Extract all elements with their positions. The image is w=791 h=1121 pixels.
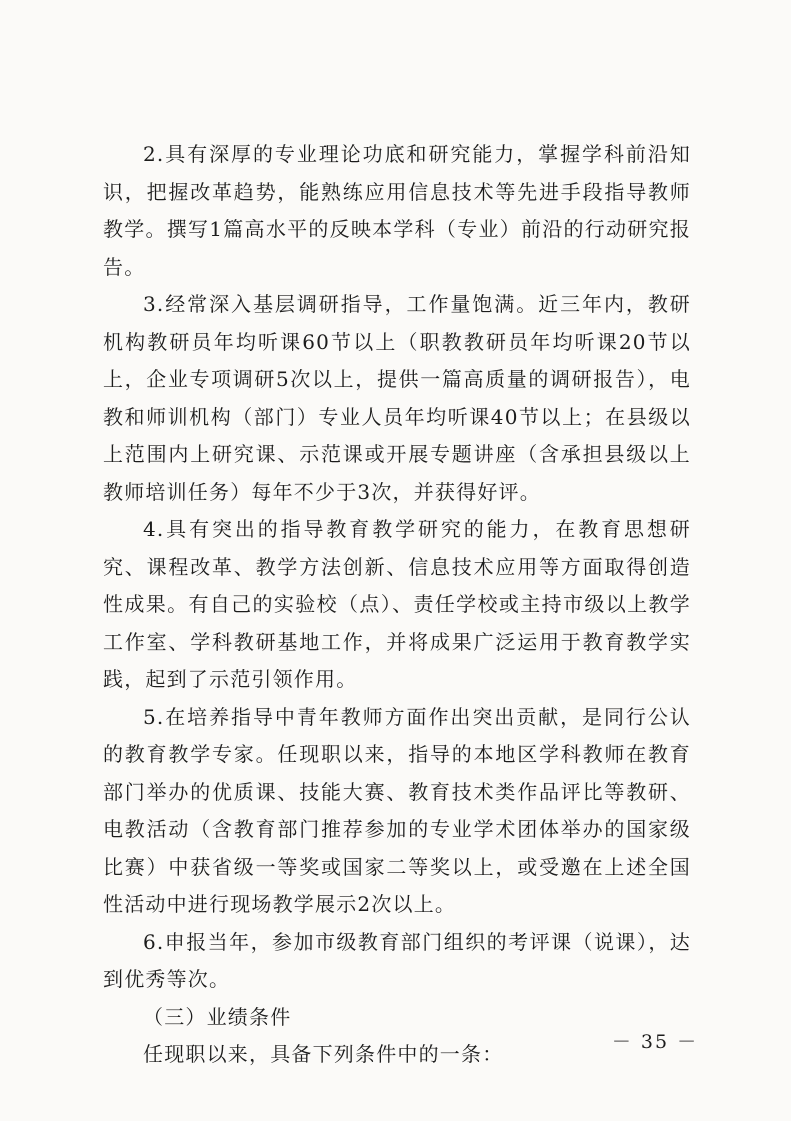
- page-number: － 35 －: [611, 1031, 699, 1053]
- closing-line: 任现职以来，具备下列条件中的一条：: [143, 1042, 504, 1066]
- paragraph-item-6: 6.申报当年，参加市级教育部门组织的考评课（说课），达到优秀等次。: [103, 929, 691, 991]
- paragraph-item-2: 2.具有深厚的专业理论功底和研究能力，掌握学科前沿知识，把握改革趋势，能熟练应用信息技术等先进手段指导教师教学。撰写1篇高水平的反映本学科（专业）前沿的行动研究报告。: [103, 142, 691, 279]
- paragraph-item-5: 5.在培养指导中青年教师方面作出突出贡献，是同行公认的教育教学专家。任现职以来，指导的本地区学科教师在教育部门举办的优质课、技能大赛、教育技术类作品评比等教研、电教活动（含教育部门推荐参加的专业学术团体举办的国家级比赛）中获省级一等奖或国家二等奖以上，或受邀在上述全国性活动中进行现场教学展示2次以上。: [103, 704, 691, 916]
- paragraph-item-4: 4.具有突出的指导教育教学研究的能力，在教育思想研究、课程改革、教学方法创新、信息技术应用等方面取得创造性成果。有自己的实验校（点）、责任学校或主持市级以上教学工作室、学科教研基地工作，并将成果广泛运用于教育教学实践，起到了示范引领作用。: [103, 517, 691, 691]
- paragraph-item-3: 3.经常深入基层调研指导，工作量饱满。近三年内，教研机构教研员年均听课60节以上（职教教研员年均听课20节以上，企业专项调研5次以上，提供一篇高质量的调研报告），电教和师训机构（部门）专业人员年均听课40节以上；在县级以上范围内上研究课、示范课或开展专题讲座（含承担县级以上教师培训任务）每年不少于3次，并获得好评。: [103, 292, 691, 504]
- section-heading: （三）业绩条件: [143, 1004, 292, 1029]
- document-body: [103, 136, 691, 1074]
